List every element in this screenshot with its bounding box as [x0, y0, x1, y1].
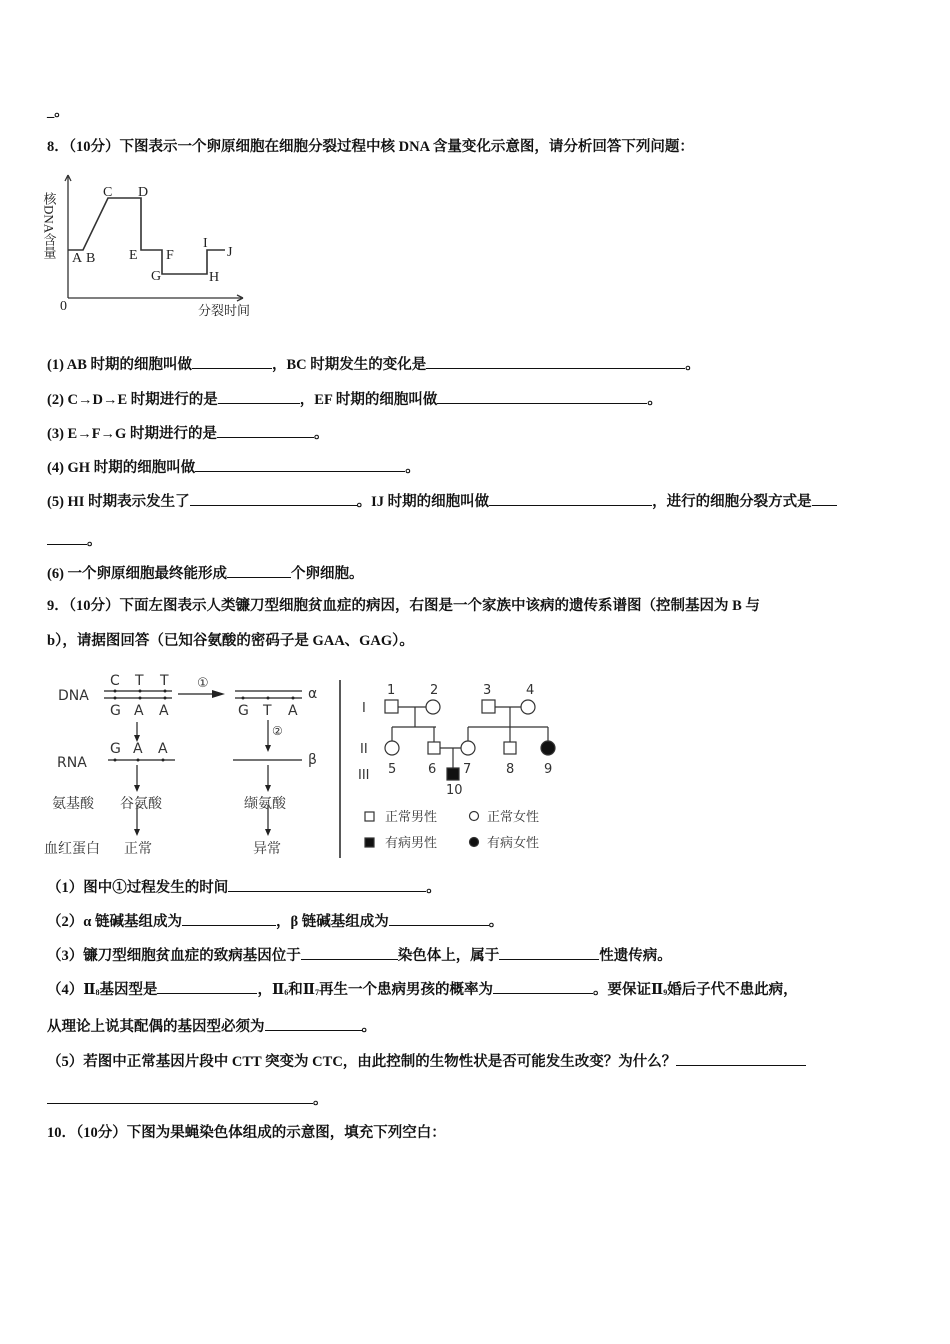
answer-blank[interactable] [157, 979, 257, 994]
svg-text:II: II [360, 742, 368, 757]
answer-blank[interactable] [190, 491, 357, 506]
answer-blank[interactable] [182, 911, 276, 926]
q8-question-3: (3) E→F→G 时期进行的是 。 [47, 423, 328, 443]
svg-text:谷氨酸: 谷氨酸 [120, 796, 162, 812]
rna-label: RNA [57, 755, 87, 771]
point-b: B [86, 251, 96, 266]
svg-text:有病男性: 有病男性 [385, 836, 438, 851]
q8-stem: 8．（10分）下图表示一个卵原细胞在细胞分裂过程中核 DNA 含量变化示意图，请分析回答下列问题： [47, 139, 694, 155]
q8-question-5: (5) HI 时期表示发生了 。IJ 时期的细胞叫做 ，进行的细胞分裂方式是 [47, 491, 837, 511]
svg-text:4: 4 [526, 683, 535, 698]
answer-blank[interactable] [228, 877, 426, 892]
point-f: F [166, 248, 174, 263]
q9-question-1: （1）图中①过程发生的时间 。 [47, 877, 441, 897]
svg-text:A: A [134, 703, 144, 719]
previous-answer-fragment: _。 [47, 104, 69, 120]
q8-question-4: (4) GH 时期的细胞叫做 。 [47, 457, 420, 477]
q9-stem-2: b），请据图回答（已知谷氨酸的密码子是 GAA、GAG）。 [47, 633, 414, 649]
step-1-label: ① [197, 676, 209, 691]
point-a: A [72, 251, 83, 266]
sickle-cell-diagram [40, 660, 710, 870]
q8-question-2: (2) C→D→E 时期进行的是 ，EF 时期的细胞叫做 。 [47, 389, 662, 409]
q9-question-5-cont: 。 [47, 1089, 328, 1109]
origin-label: 0 [60, 299, 67, 314]
q9-question-4-cont: 从理论上说其配偶的基因型必须为 。 [47, 1016, 376, 1036]
answer-blank[interactable] [47, 1089, 313, 1104]
dna-label: DNA [58, 688, 89, 704]
beta-label: β [308, 752, 317, 768]
svg-text:1: 1 [387, 683, 396, 698]
point-h: H [209, 270, 220, 285]
answer-blank[interactable] [499, 945, 599, 960]
answer-blank[interactable] [493, 979, 593, 994]
svg-text:氨基酸: 氨基酸 [52, 796, 94, 812]
svg-text:T: T [135, 673, 144, 689]
q8-question-5-cont: 。 [47, 530, 102, 550]
answer-blank[interactable] [489, 491, 652, 506]
svg-text:T: T [263, 703, 272, 719]
answer-blank[interactable] [301, 945, 398, 960]
q9-question-5: （5）若图中正常基因片段中 CTT 突变为 CTC，由此控制的生物性状是否可能发生改变？为什么？ [47, 1051, 806, 1071]
answer-blank[interactable] [676, 1051, 806, 1066]
q9-question-4: $(4)Ⅱ_8$基因型是 ，$Ⅱ_6$和$Ⅱ_7$再生一个患病男孩的概率为 。要保证$Ⅱ_9$婚后子代不患此病， [47, 979, 798, 1002]
q8-question-6: (6) 一个卵原细胞最终能形成 个卵细胞。 [47, 563, 364, 583]
svg-text:9: 9 [544, 762, 553, 777]
svg-text:C: C [110, 673, 120, 689]
svg-text:III: III [358, 768, 370, 783]
svg-text:10: 10 [446, 783, 463, 798]
q8-question-1: (1) AB 时期的细胞叫做 ，BC 时期发生的变化是 。 [47, 354, 700, 374]
alpha-label: α [308, 686, 318, 702]
point-j: J [227, 245, 233, 260]
point-c: C [103, 185, 113, 200]
svg-text:正常男性: 正常男性 [385, 810, 438, 825]
point-i: I [203, 236, 208, 251]
svg-text:5: 5 [388, 762, 397, 777]
q9-question-2: （2）α 链碱基组成为 ，β 链碱基组成为 。 [47, 911, 503, 931]
point-d: D [138, 185, 149, 200]
answer-blank[interactable] [265, 1016, 362, 1031]
q10-stem: 10．（10分）下图为果蝇染色体组成的示意图，填充下列空白： [47, 1125, 446, 1141]
svg-text:血红蛋白: 血红蛋白 [44, 841, 100, 857]
svg-text:7: 7 [463, 762, 472, 777]
svg-text:G: G [110, 703, 121, 719]
svg-text:A: A [133, 741, 143, 757]
svg-text:正常女性: 正常女性 [487, 810, 540, 825]
svg-text:有病女性: 有病女性 [487, 836, 540, 851]
answer-blank[interactable] [47, 530, 87, 545]
answer-blank[interactable] [227, 563, 291, 578]
svg-text:正常: 正常 [124, 841, 152, 857]
point-e: E [129, 248, 138, 263]
answer-blank[interactable] [218, 389, 300, 404]
answer-blank[interactable] [812, 491, 837, 506]
answer-blank[interactable] [195, 457, 405, 472]
svg-text:A: A [288, 703, 298, 719]
answer-blank[interactable] [217, 423, 314, 438]
svg-text:3: 3 [483, 683, 492, 698]
svg-text:2: 2 [430, 683, 439, 698]
x-axis-label: 分裂时间 [198, 303, 251, 318]
svg-text:8: 8 [506, 762, 515, 777]
svg-text:G: G [238, 703, 249, 719]
svg-text:G: G [110, 741, 121, 757]
answer-blank[interactable] [426, 354, 685, 369]
answer-blank[interactable] [192, 354, 272, 369]
svg-text:A: A [158, 741, 168, 757]
q9-stem-1: 9．（10分）下面左图表示人类镰刀型细胞贫血症的病因，右图是一个家族中该病的遗传系谱图（控制基因为 B 与 [47, 598, 760, 614]
svg-text:I: I [362, 701, 366, 716]
point-g: G [151, 269, 162, 284]
step-2-label: ② [272, 724, 283, 738]
svg-text:异常: 异常 [253, 841, 281, 857]
answer-blank[interactable] [437, 389, 647, 404]
svg-text:缬氨酸: 缬氨酸 [244, 796, 286, 812]
y-axis-label: 核DNA含量 [41, 192, 57, 260]
q9-question-3: （3）镰刀型细胞贫血症的致病基因位于 染色体上，属于 性遗传病。 [47, 945, 672, 965]
svg-text:T: T [160, 673, 169, 689]
dna-content-graph [40, 170, 280, 330]
svg-text:6: 6 [428, 762, 437, 777]
answer-blank[interactable] [389, 911, 489, 926]
svg-text:A: A [159, 703, 169, 719]
